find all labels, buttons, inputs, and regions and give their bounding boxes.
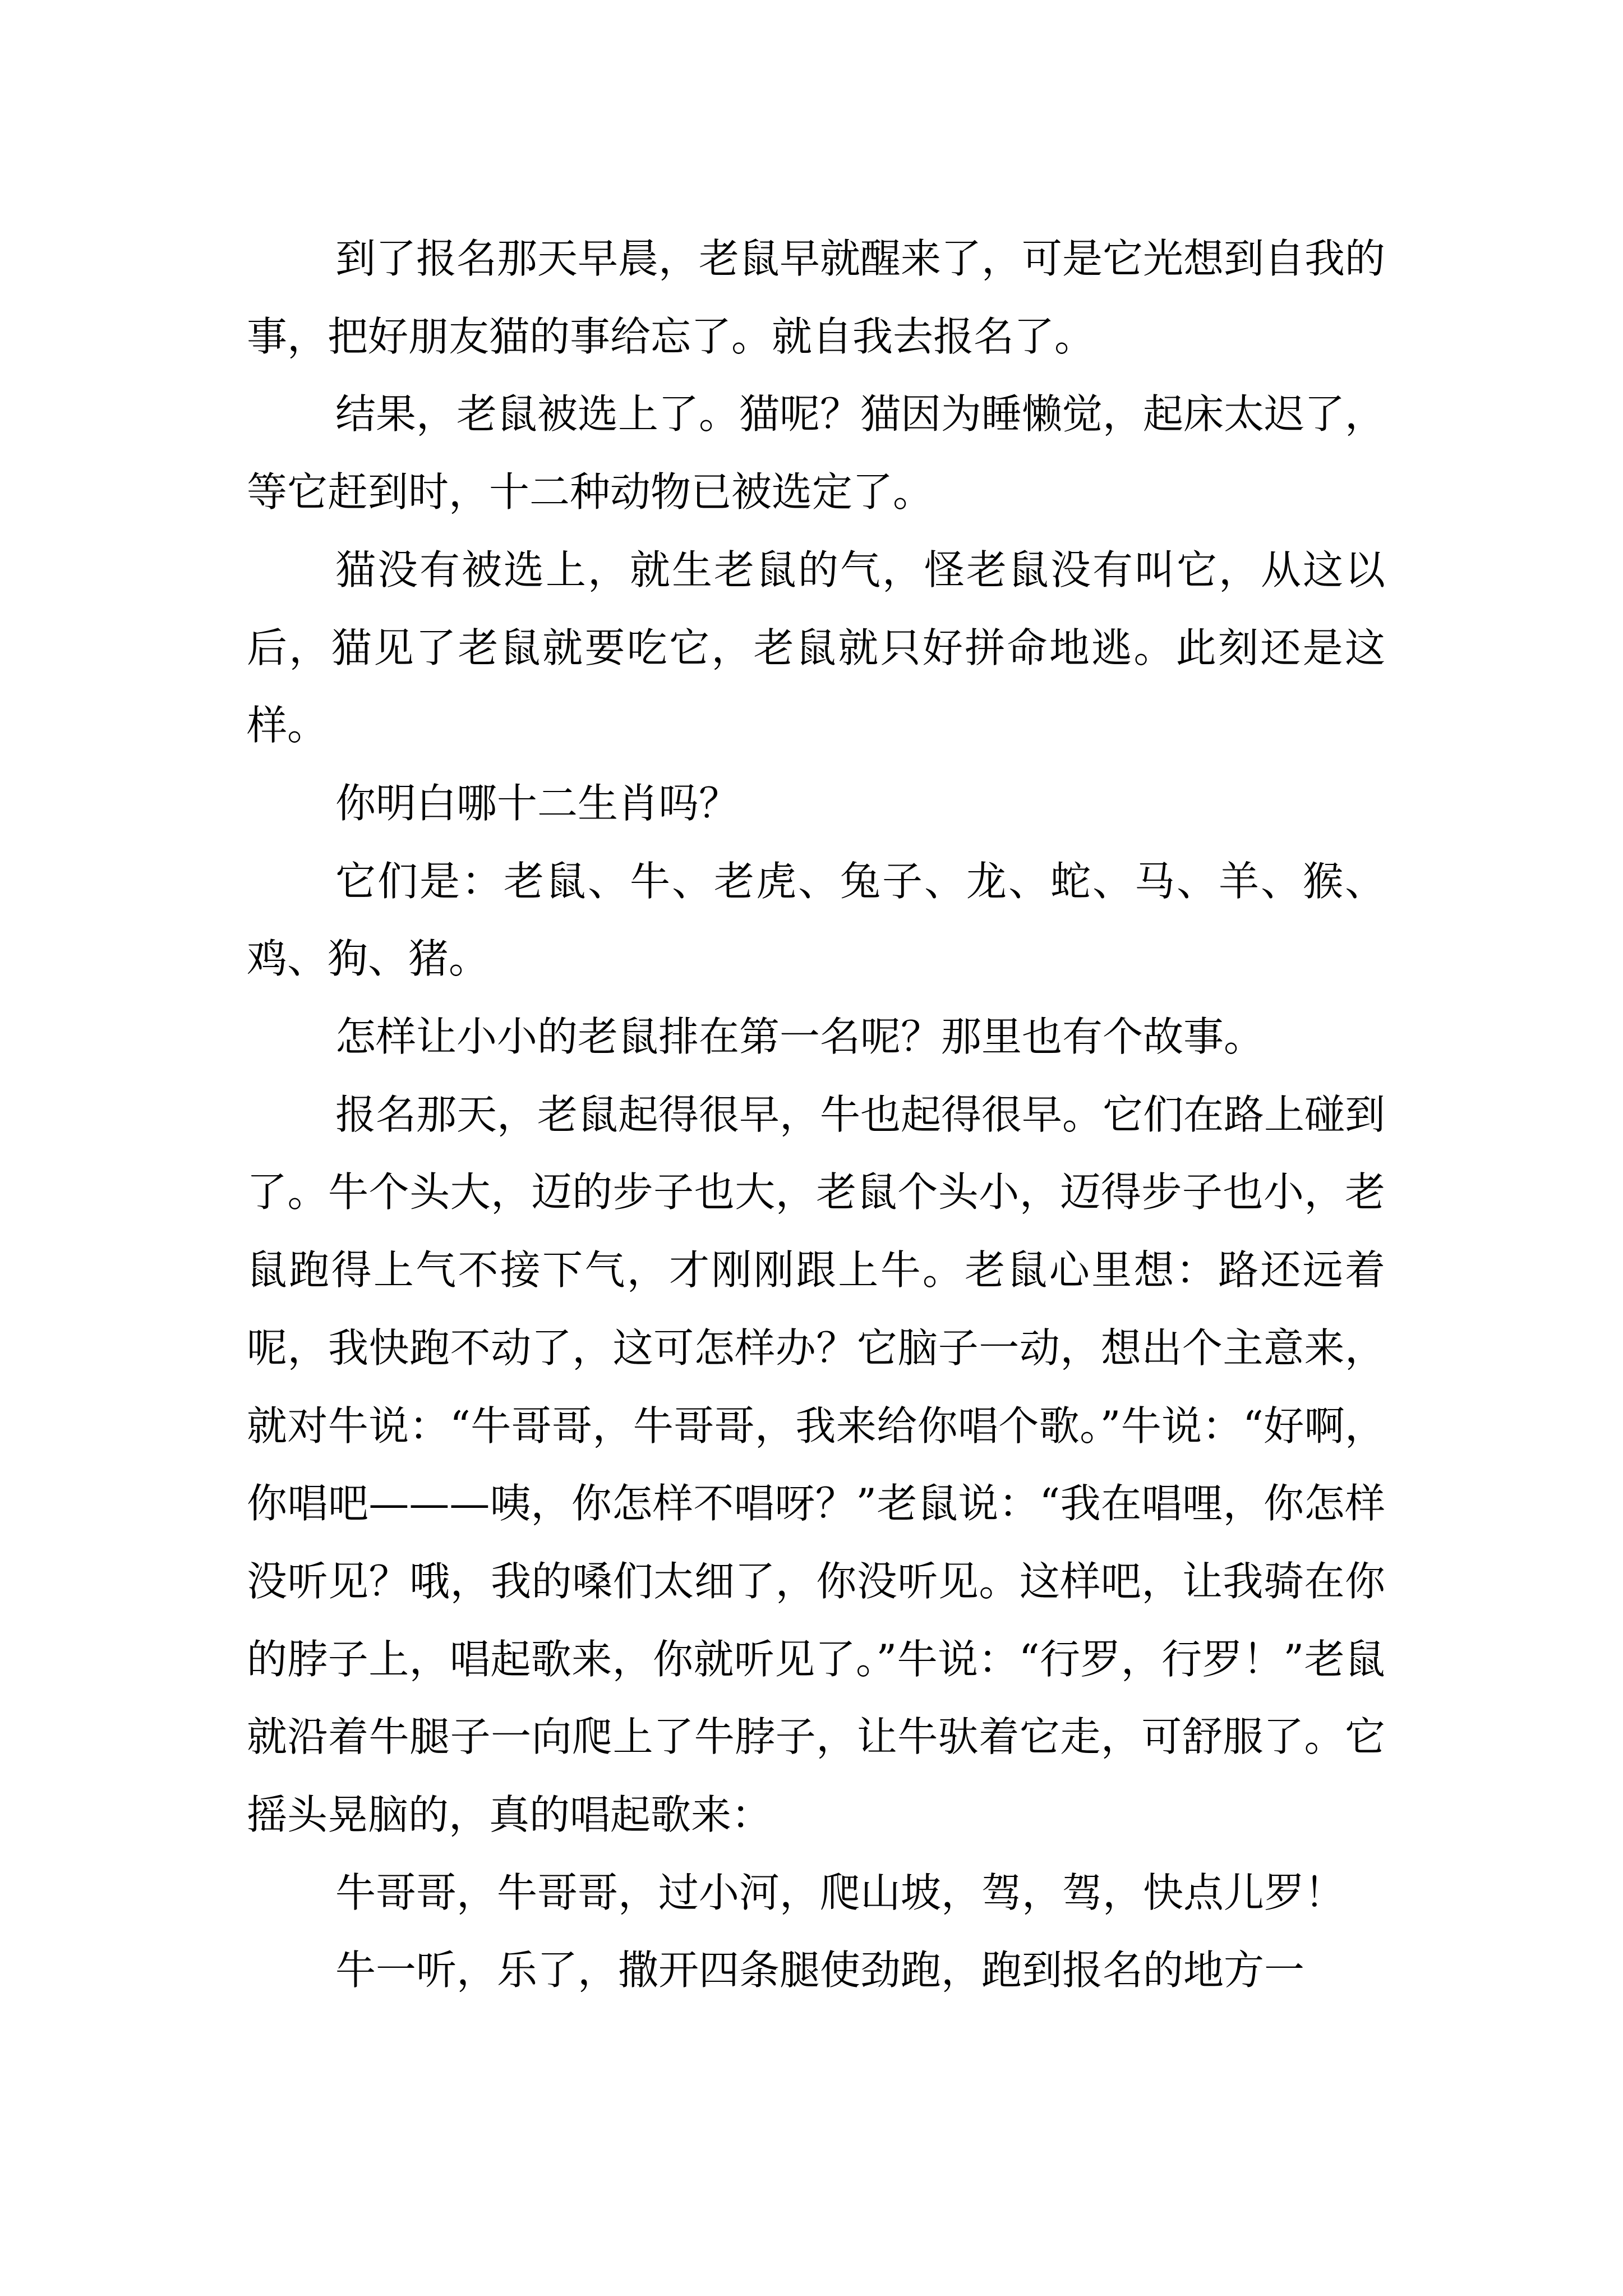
paragraph: 它们是：老鼠、牛、老虎、兔子、龙、蛇、马、羊、猴、鸡、狗、猪。 — [247, 857, 1385, 983]
paragraph: 牛哥哥，牛哥哥，过小河，爬山坡，驾，驾，快点儿罗！ — [335, 1869, 1345, 1916]
paragraph: 猫没有被选上，就生老鼠的气，怪老鼠没有叫它，从这以后，猫见了老鼠就要吃它，老鼠就只好拼命地逃。此刻还是这样。 — [247, 546, 1385, 749]
paragraph: 你明白哪十二生肖吗？ — [335, 779, 740, 827]
paragraph: 报名那天，老鼠起得很早，牛也起得很早。它们在路上碰到了。牛个头大，迈的步子也大，老鼠个头小，迈得步子也小，老鼠跑得上气不接下气，才刚刚跟上牛。老鼠心里想：路还远着呢，我快跑不动了，这可怎样办？它脑子一动，想出个主意来，就对牛说：“牛哥哥，牛哥哥，我来给你唱个歌。”牛说：“好啊，你唱吧———咦，你怎样不唱呀？”老鼠说：“我在唱哩，你怎样没听见？哦，我的嗓们太细了，你没听见。这样吧，让我骑在你的脖子上，唱起歌来，你就听见了。”牛说：“行罗，行罗！”老鼠就沿着牛腿子一向爬上了牛脖子，让牛驮着它走，可舒服了。它摇头晃脑的，真的唱起歌来： — [247, 1091, 1386, 1839]
paragraph: 到了报名那天早晨，老鼠早就醒来了，可是它光想到自我的事，把好朋友猫的事给忘了。就自我去报名了。 — [247, 235, 1386, 360]
paragraph: 结果，老鼠被选上了。猫呢？猫因为睡懒觉，起床太迟了，等它赶到时，十二种动物已被选定了。 — [247, 390, 1386, 516]
paragraph: 怎样让小小的老鼠排在第一名呢？那里也有个故事。 — [335, 1013, 1265, 1061]
paragraph: 牛一听，乐了，撒开四条腿使劲跑，跑到报名的地方一 — [335, 1947, 1305, 1994]
document-body — [247, 220, 1385, 2009]
